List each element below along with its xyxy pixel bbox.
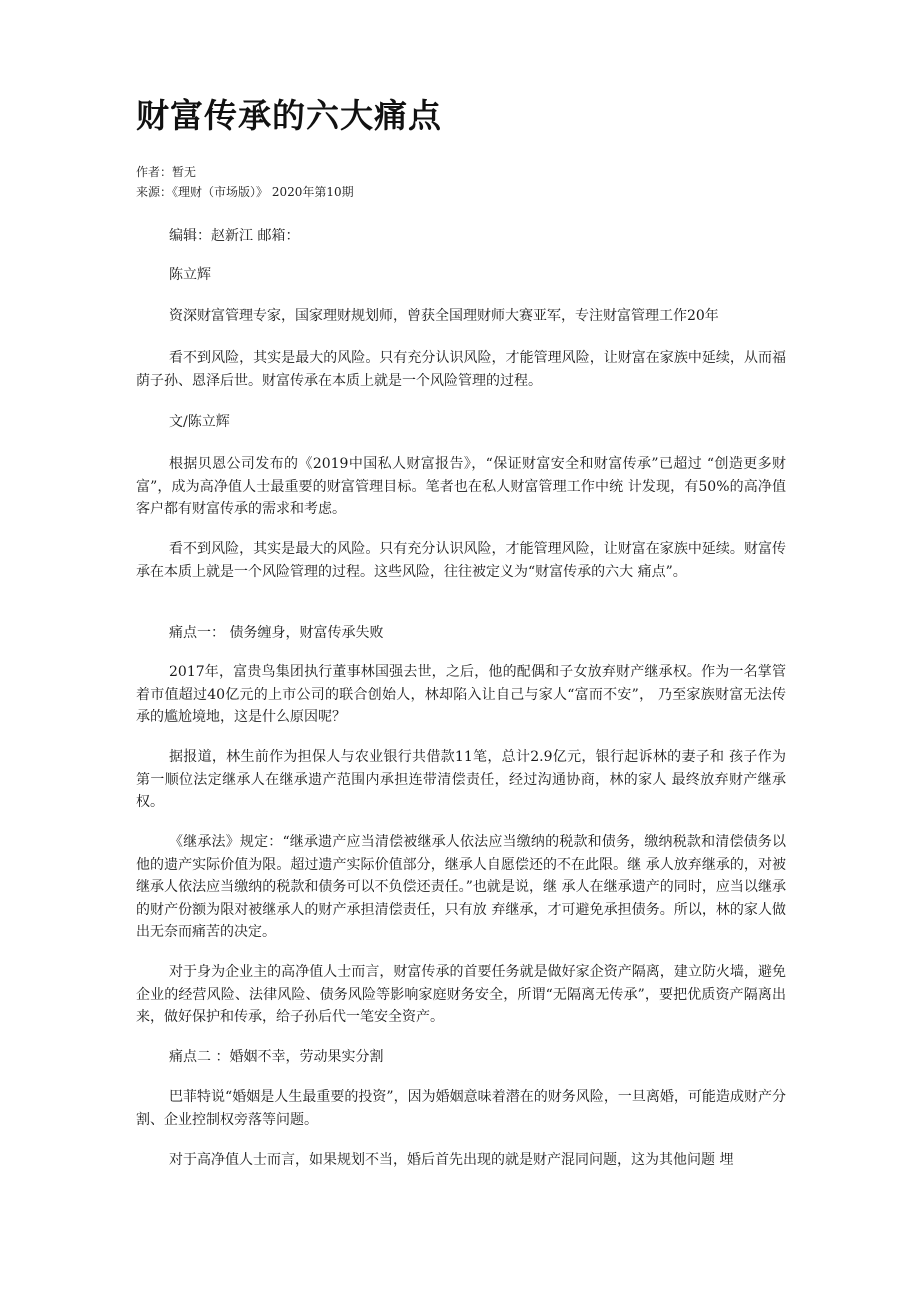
section-heading-1: 痛点一： 债务缠身，财富传承失败 (169, 625, 384, 641)
body-paragraph: 看不到风险，其实是最大的风险。只有充分认识风险，才能管理风险，让财富在家族中延续。财富传承在本质上就是一个风险管理的过程。这些风险，往往被定义为“财富传承的六大 痛点”。 (136, 541, 786, 580)
body-paragraph: 《继承法》规定：“继承遗产应当清偿被继承人依法应当缴纳的税款和债务，缴纳税款和清偿债务以他的遗产实际价值为限。超过遗产实际价值部分，继承人自愿偿还的不在此限。继 承人放弃继承的，对被继承人依法应当缴纳的税款和债务可以不负偿还责任。”也就是说，继 承人在继承遗产的同时，应当以继承的财产份额为限对被继承人的财产承担清偿责任，只有放 弃继承，才可避免承担债务。所以，林的家人做出无奈而痛苦的决定。 (136, 834, 786, 940)
section-heading-2: 痛点二 ：婚姻不幸，劳动果实分割 (169, 1049, 384, 1065)
body-paragraph: 对于身为企业主的高净值人士而言，财富传承的首要任务就是做好家企资产隔离，建立防火墙，避免企业的经营风险、法律风险、债务风险等影响家庭财务安全，所谓“无隔离无传承”，要把优质资产隔离出来，做好保护和传承，给子孙后代一笔安全资产。 (136, 964, 786, 1025)
body-paragraph: 据报道，林生前作为担保人与农业银行共借款11笔，总计2.9亿元，银行起诉林的妻子和 孩子作为第一顺位法定继承人在继承遗产范围内承担连带清偿责任，经过沟通协商，林的家人 最终放弃财产继承权。 (136, 749, 786, 810)
byline: 文/陈立辉 (169, 414, 230, 430)
body-paragraph: 对于高净值人士而言，如果规划不当，婚后首先出现的就是财产混同问题，这为其他问题 埋 (169, 1152, 734, 1168)
editor-line: 编辑：赵新江 邮箱： (169, 228, 300, 244)
author-line: 作者：暂无 (136, 165, 197, 179)
source-line: 来源：《理财（市场版）》 2020年第10期 (136, 185, 354, 199)
lead-paragraph: 看不到风险，其实是最大的风险。只有充分认识风险，才能管理风险，让财富在家族中延续，从而福荫子孙、恩泽后世。财富传承在本质上就是一个风险管理的过程。 (136, 350, 786, 389)
body-paragraph: 根据贝恩公司发布的《2019中国私人财富报告》，“保证财富安全和财富传承”已超过 “创造更多财富”，成为高净值人士最重要的财富管理目标。笔者也在私人财富管理工作中统 计发现，有50%的高净值客户都有财富传承的需求和考虑。 (136, 456, 786, 517)
body-paragraph: 巴菲特说“婚姻是人生最重要的投资”，因为婚姻意味着潜在的财务风险，一旦离婚，可能造成财产分割、企业控制权旁落等问题。 (136, 1089, 786, 1128)
author-name: 陈立辉 (169, 267, 211, 283)
article-title: 财富传承的六大痛点 (136, 96, 442, 135)
body-paragraph: 2017年，富贵鸟集团执行董事林国强去世，之后，他的配偶和子女放弃财产继承权。作为一名掌管着市值超过40亿元的上市公司的联合创始人，林却陷入让自己与家人“富而不安”， 乃至家族财富无法传承的尴尬境地，这是什么原因呢？ (136, 664, 786, 725)
author-bio: 资深财富管理专家，国家理财规划师，曾获全国理财师大赛亚军，专注财富管理工作20年 (169, 308, 719, 324)
